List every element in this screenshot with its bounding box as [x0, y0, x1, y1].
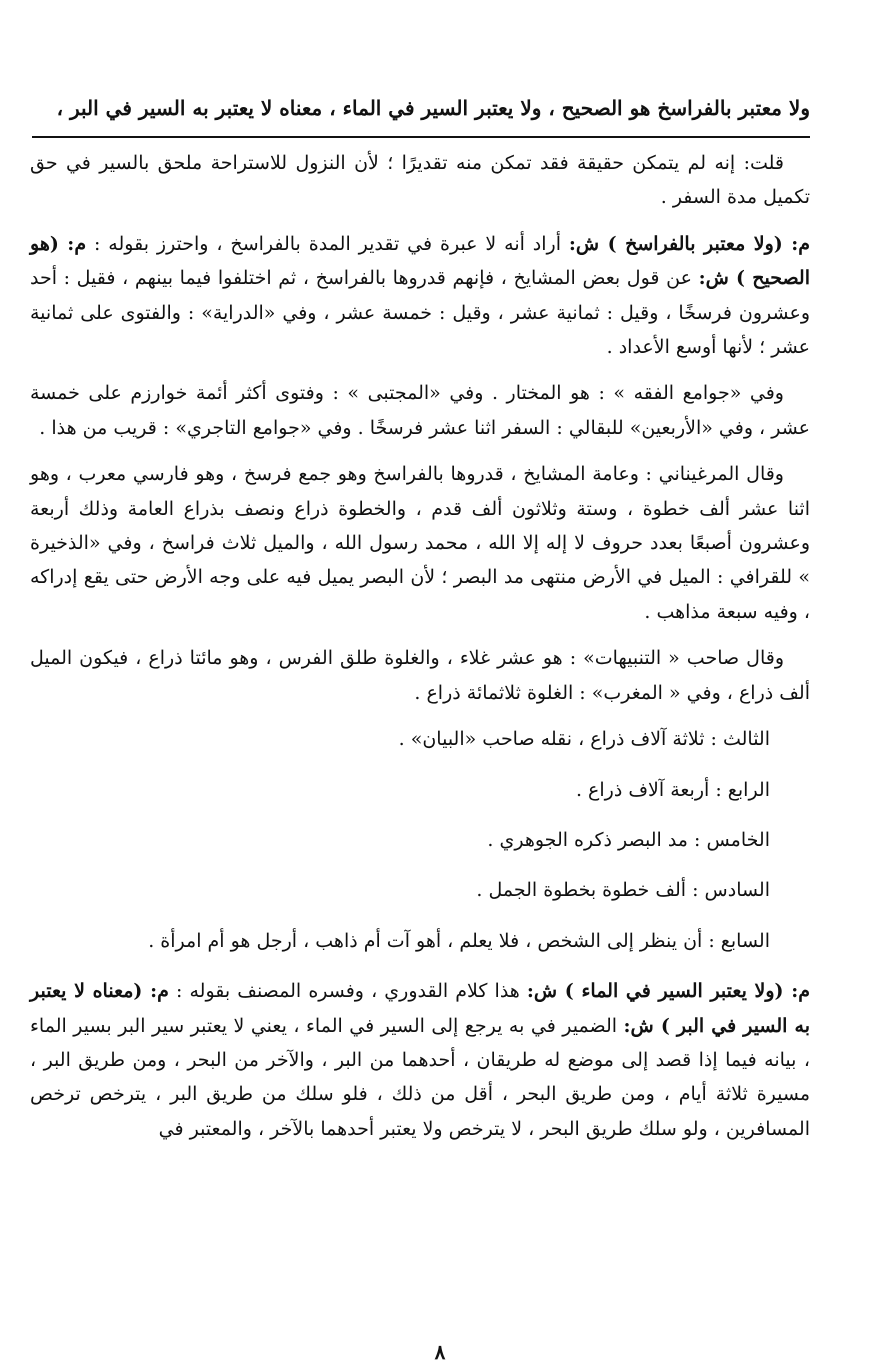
paragraph: وقال المرغيناني : وعامة المشايخ ، قدروها بالفراسخ وهو جمع فرسخ ، وهو فارسي معرب ، وهو اثنا عشر ألف خطوة ، وستة وثلاثون ألف قدم ، والخطوة ذراع ونصف بذراع العامة وذلك أربعة وعشرون أصبعًا بعدد حروف لا إله إلا الله ، محمد رسول الله ، والميل ثلاث فراسخ ، وفي «الذخيرة » للقرافي : الميل في الأرض منتهى مد البصر ؛ لأن البصر يميل فيه على وجه الأرض حتى يقع إدراكه ، وفيه سبعة مذاهب .: [30, 463, 810, 623]
matn-quote: م: (معناه لا يعتبر به السير في البر ) ش:: [30, 980, 810, 1037]
header-rule: [32, 136, 810, 138]
list-item: الرابع : أربعة آلاف ذراع .: [575, 778, 770, 801]
list-item: الخامس : مد البصر ذكره الجوهري .: [487, 828, 770, 851]
paragraph: وفي «جوامع الفقه » : هو المختار . وفي «المجتبى » : وفتوى أكثر أئمة خوارزم على خمسة عشر ، وفي «الأربعين» للبقالي : السفر اثنا عشر فرسخًا . وفي «جوامع التاجري» : قريب من هذا .: [30, 382, 810, 439]
page-number: ٨: [434, 1340, 446, 1364]
paragraph: [30, 227, 810, 365]
paragraph: قلت: إنه لم يتمكن حقيقة فقد تمكن منه تقديرًا ؛ لأن النزول للاستراحة ملحق بالسير في حق تكميل مدة السفر .: [30, 152, 810, 209]
commentary-text: أراد أنه لا عبرة في تقدير المدة بالفراسخ ، واحترز بقوله :: [86, 232, 569, 255]
matn-quote: م: (هو الصحيح ) ش:: [30, 232, 810, 290]
paragraph: [30, 974, 810, 1146]
list-item: السابع : أن ينظر إلى الشخص ، فلا يعلم ، أهو آت أم ذاهب ، أرجل هو أم امرأة .: [148, 929, 770, 952]
commentary-text: الضمير في به يرجع إلى السير في الماء ، يعني لا يعتبر سير البر بسير الماء ، بيانه فيما إذا قصد إلى موضع له طريقان ، أحدهما من البر ، والآخر من البحر ، ومن طريق البر ، مسيرة ثلاثة أيام ، ومن طريق البحر ، أقل من ذلك ، فلو سلك من طريق البر ، يترخص ترخص المسافرين ، ولو سلك طريق البحر ، لا يترخص ولا يعتبر أحدهما بالآخر ، والمعتبر في: [30, 1014, 810, 1140]
matn-quote: م: (ولا يعتبر السير في الماء ) ش:: [526, 980, 810, 1003]
page: [30, 0, 810, 1372]
page-body: [30, 146, 810, 1158]
list-item: الثالث : ثلاثة آلاف ذراع ، نقله صاحب «البيان» .: [398, 728, 770, 751]
commentary-text: هذا كلام القدوري ، وفسره المصنف بقوله :: [168, 980, 527, 1003]
commentary-text: عن قول بعض المشايخ ، فإنهم قدروها بالفراسخ ، ثم اختلفوا فيما بينهم ، فقيل : أحد وعشرون فرسخًا ، وقيل : ثمانية عشر ، وقيل : خمسة عشر ، وفي «الدراية» : والفتوى على ثمانية عشر ؛ لأنها أوسع الأعداد .: [30, 267, 810, 359]
paragraph: وقال صاحب « التنبيهات» : هو عشر غلاء ، والغلوة طلق الفرس ، وهو مائتا ذراع ، فيكون الميل ألف ذراع ، وفي « المغرب» : الغلوة ثلاثمائة ذراع .: [30, 647, 810, 704]
list-item: السادس : ألف خطوة بخطوة الجمل .: [476, 879, 770, 902]
matn-quote: م: (ولا معتبر بالفراسخ ) ش:: [568, 232, 811, 255]
running-header: ولا معتبر بالفراسخ هو الصحيح ، ولا يعتبر السير في الماء ، معناه لا يعتبر به السير في البر ،: [56, 96, 810, 120]
